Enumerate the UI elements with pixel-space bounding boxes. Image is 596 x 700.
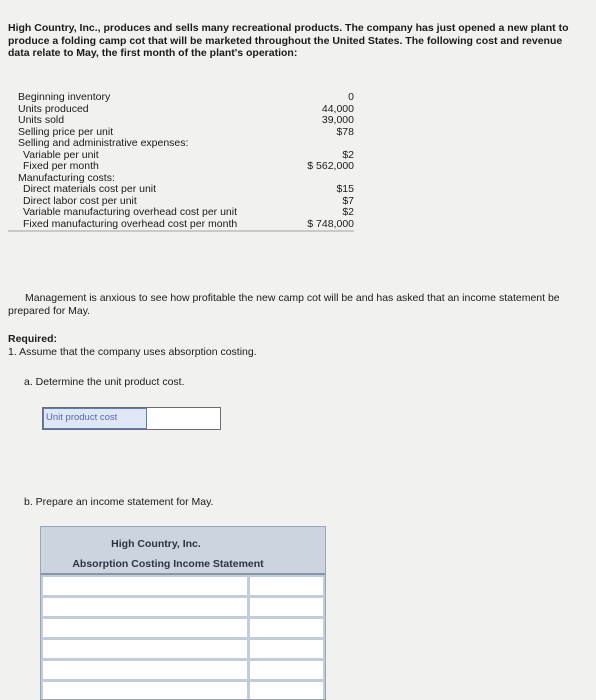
data-label: Variable per unit bbox=[23, 148, 99, 161]
income-statement-header bbox=[41, 527, 325, 573]
statement-row-label-input[interactable] bbox=[43, 661, 247, 679]
statement-row-label-input[interactable] bbox=[43, 577, 247, 595]
unit-product-cost-label: Unit product cost bbox=[43, 408, 147, 429]
statement-row-amount-input[interactable] bbox=[250, 640, 323, 658]
data-row bbox=[8, 89, 354, 104]
statement-title: Absorption Costing Income Statement bbox=[72, 558, 264, 570]
statement-row-label-input[interactable] bbox=[43, 640, 247, 658]
statement-row-amount-input[interactable] bbox=[250, 577, 323, 595]
management-paragraph bbox=[8, 292, 586, 317]
data-value: $ 562,000 bbox=[307, 160, 354, 172]
statement-row-amount-input[interactable] bbox=[250, 661, 323, 679]
data-row bbox=[8, 207, 354, 219]
income-statement-table bbox=[40, 526, 326, 700]
data-label: Beginning inventory bbox=[18, 91, 111, 103]
data-label: Fixed per month bbox=[23, 160, 99, 172]
data-value: $ 748,000 bbox=[307, 217, 354, 230]
data-label: Selling and administrative expenses: bbox=[18, 137, 189, 149]
unit-product-cost-field[interactable] bbox=[42, 407, 221, 430]
problem-intro: High Country, Inc., produces and sells many recreational products. The company has just opened a new plant to produce a folding camp cot that will be marketed throughout the United States. The following cost and revenue data relate to May, the first month of the plant's operation: bbox=[8, 22, 569, 59]
required-item-1: 1. Assume that the company uses absorption costing. bbox=[8, 346, 257, 358]
data-value: $2 bbox=[342, 206, 354, 218]
statement-row-label-input[interactable] bbox=[43, 598, 247, 616]
data-label: Manufacturing costs: bbox=[18, 171, 115, 184]
data-value: 0 bbox=[348, 91, 354, 103]
data-label: Selling price per unit bbox=[18, 125, 114, 138]
data-value: 39,000 bbox=[321, 114, 354, 126]
data-label: Variable manufacturing overhead cost per unit bbox=[23, 206, 238, 218]
statement-row-amount-input[interactable] bbox=[250, 598, 323, 616]
statement-row-label-input[interactable] bbox=[43, 682, 247, 699]
part-b-prompt: b. Prepare an income statement for May. bbox=[24, 496, 214, 508]
data-value bbox=[295, 138, 354, 150]
data-label: Fixed manufacturing overhead cost per month bbox=[23, 217, 238, 230]
data-label: Direct materials cost per unit bbox=[23, 183, 157, 195]
company-name: High Country, Inc. bbox=[111, 538, 201, 550]
data-row bbox=[8, 161, 354, 173]
cost-revenue-data-table bbox=[8, 89, 354, 232]
data-value: 44,000 bbox=[321, 102, 354, 115]
required-heading: Required: bbox=[8, 333, 58, 345]
data-value: $78 bbox=[336, 125, 354, 138]
data-value: $15 bbox=[336, 183, 354, 195]
management-text: Management is anxious to see how profitable the new camp cot will be and has asked that an income statement be prepared for May. bbox=[8, 292, 560, 317]
part-a-prompt: a. Determine the unit product cost. bbox=[24, 376, 185, 388]
data-value: $2 bbox=[342, 148, 354, 161]
data-label: Direct labor cost per unit bbox=[23, 194, 137, 207]
data-value: $7 bbox=[342, 194, 354, 207]
data-label: Units sold bbox=[18, 114, 65, 126]
header-divider bbox=[41, 573, 325, 575]
data-row bbox=[8, 184, 354, 196]
statement-row-label-input[interactable] bbox=[43, 619, 247, 637]
data-label: Units produced bbox=[18, 102, 89, 115]
data-row bbox=[8, 138, 354, 150]
data-row bbox=[8, 219, 354, 232]
data-row bbox=[8, 115, 354, 127]
statement-row-amount-input[interactable] bbox=[250, 682, 323, 699]
statement-row-amount-input[interactable] bbox=[250, 619, 323, 637]
